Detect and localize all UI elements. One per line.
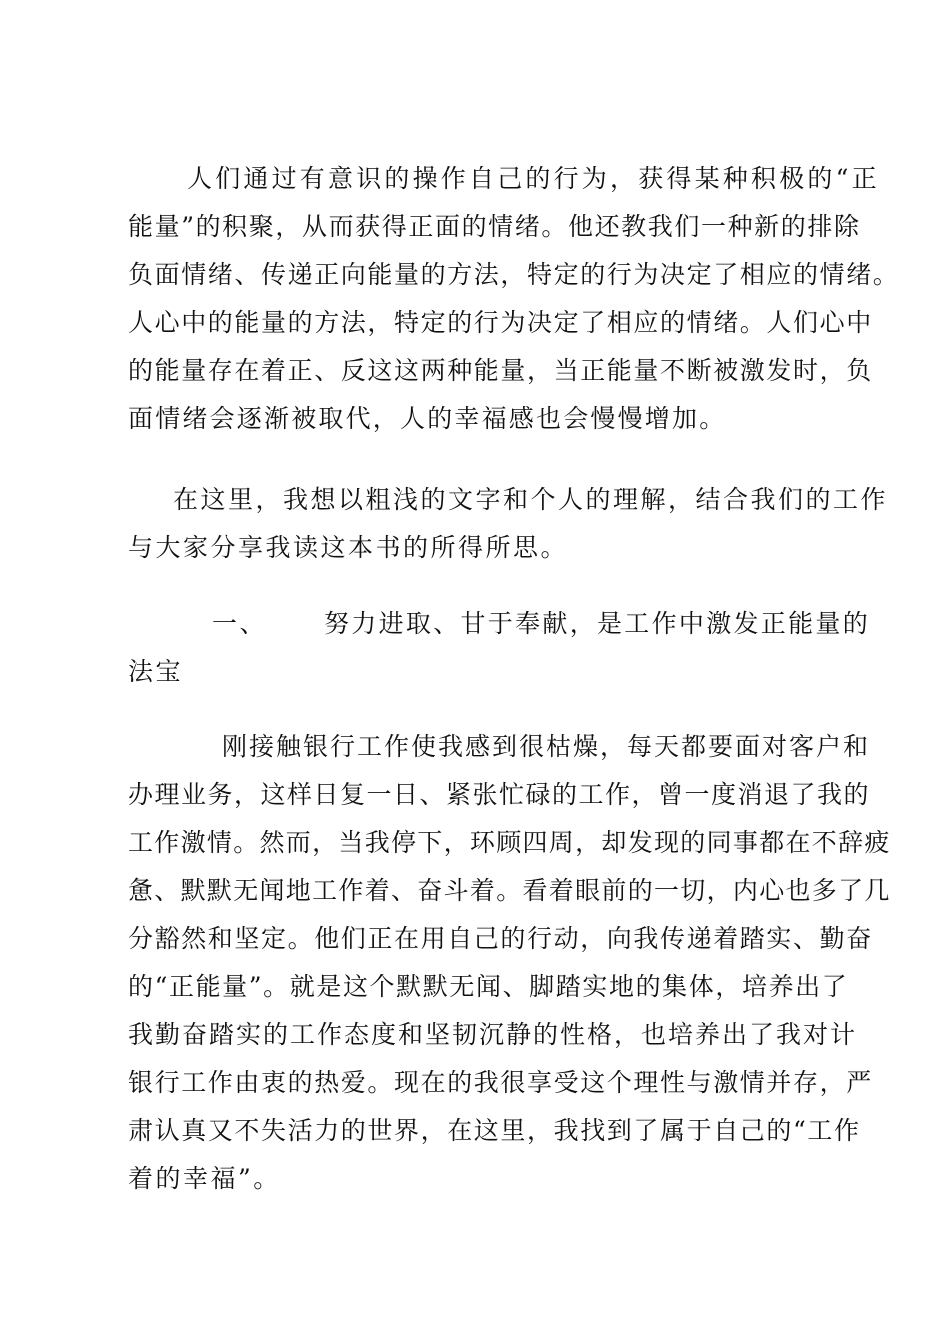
paragraph-2-line-1: 在这里，我想以粗浅的文字和个人的理解，结合我们的工作 [173,485,889,514]
paragraph-1-line-4: 人心中的能量的方法，特定的行为决定了相应的情绪。人们心中 [128,308,873,337]
heading-number: 一、 [212,609,268,638]
paragraph-1-line-1: 人们通过有意识的操作自己的行为，获得某种积极的“正 [187,164,880,193]
paragraph-3-line-10: 着的幸福”。 [128,1164,281,1193]
paragraph-2-line-2: 与大家分享我读这本书的所得所思。 [128,533,569,562]
heading-text-line-1: 努力进取、甘于奉献，是工作中激发正能量的 [324,609,871,638]
paragraph-3-line-2: 办理业务，这样日复一日、紧张忙碌的工作，曾一度消退了我的 [128,780,871,809]
paragraph-3-line-1: 刚接触银行工作使我感到很枯燥，每天都要面对客户和 [222,732,871,761]
paragraph-1-line-5: 的能量存在着正、反这这两种能量，当正能量不断被激发时，负 [128,356,873,385]
paragraph-3-line-6: 的“正能量”。就是这个默默无闻、脚踏实地的集体，培养出了 [128,972,849,1001]
paragraph-1-line-3: 负面情绪、传递正向能量的方法，特定的行为决定了相应的情绪。 [128,260,900,289]
paragraph-3-line-8: 银行工作由衷的热爱。现在的我很享受这个理性与激情并存，严 [128,1068,873,1097]
paragraph-3-line-4: 惫、默默无闻地工作着、奋斗着。看着眼前的一切，内心也多了几 [128,876,891,905]
paragraph-3-line-7: 我勤奋踏实的工作态度和坚韧沉静的性格，也培养出了我对计 [128,1020,858,1049]
heading-text-line-2: 法宝 [128,657,184,686]
paragraph-3-line-9: 肃认真又不失活力的世界，在这里，我找到了属于自己的“工作 [128,1116,861,1145]
paragraph-1-line-2: 能量”的积聚，从而获得正面的情绪。他还教我们一种新的排除 [128,212,861,241]
paragraph-3-line-3: 工作激情。然而，当我停下，环顾四周，却发现的同事都在不辞疲 [128,828,891,857]
paragraph-3-line-5: 分豁然和坚定。他们正在用自己的行动，向我传递着踏实、勤奋 [128,924,873,953]
paragraph-1-line-6: 面情绪会逐渐被取代，人的幸福感也会慢慢增加。 [128,404,727,433]
